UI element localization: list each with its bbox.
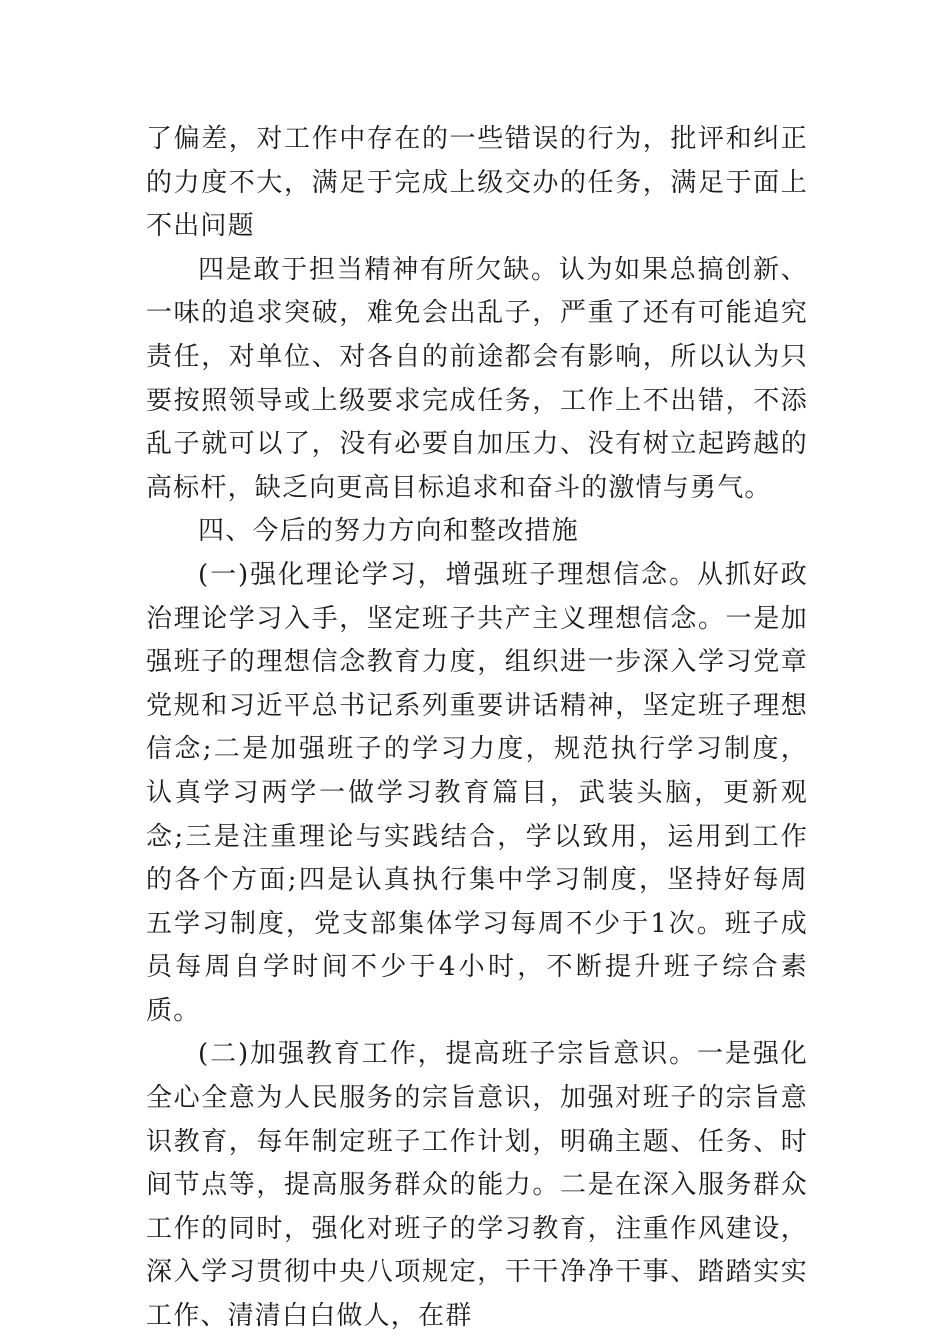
section-heading: 四、今后的努力方向和整改措施 <box>198 516 579 547</box>
document-body <box>146 118 808 1339</box>
paragraph-1: 了偏差，对工作中存在的一些错误的行为，批评和纠正的力度不大，满足于完成上级交办的任务，满足于面上不出问题 <box>146 124 808 242</box>
paragraph-4: (二)加强教育工作，提高班子宗旨意识。一是强化全心全意为人民服务的宗旨意识，加强对班子的宗旨意识教育，每年制定班子工作计划，明确主题、任务、时间节点等，提高服务群众的能力。二是在深入服务群众工作的同时，强化对班子的学习教育，注重作风建设，深入学习贯彻中央八项规定，干干净净干事、踏踏实实工作、清清白白做人，在群 <box>146 1039 808 1332</box>
paragraph-3: (一)强化理论学习，增强班子理想信念。从抓好政治理论学习入手，坚定班子共产主义理想信念。一是加强班子的理想信念教育力度，组织进一步深入学习党章党规和习近平总书记系列重要讲话精神，坚定班子理想信念;二是加强班子的学习力度，规范执行学习制度，认真学习两学一做学习教育篇目，武装头脑，更新观念;三是注重理论与实践结合，学以致用，运用到工作的各个方面;四是认真执行集中学习制度，坚持好每周五学习制度，党支部集体学习每周不少于1次。班子成员每周自学时间不少于4小时，不断提升班子综合素质。 <box>146 559 808 1026</box>
paragraph-2: 四是敢于担当精神有所欠缺。认为如果总搞创新、一味的追求突破，难免会出乱子，严重了还有可能追究责任，对单位、对各自的前途都会有影响，所以认为只要按照领导或上级要求完成任务，工作上不出错，不添乱子就可以了，没有必要自加压力、没有树立起跨越的高标杆，缺乏向更高目标追求和奋斗的激情与勇气。 <box>146 254 808 503</box>
